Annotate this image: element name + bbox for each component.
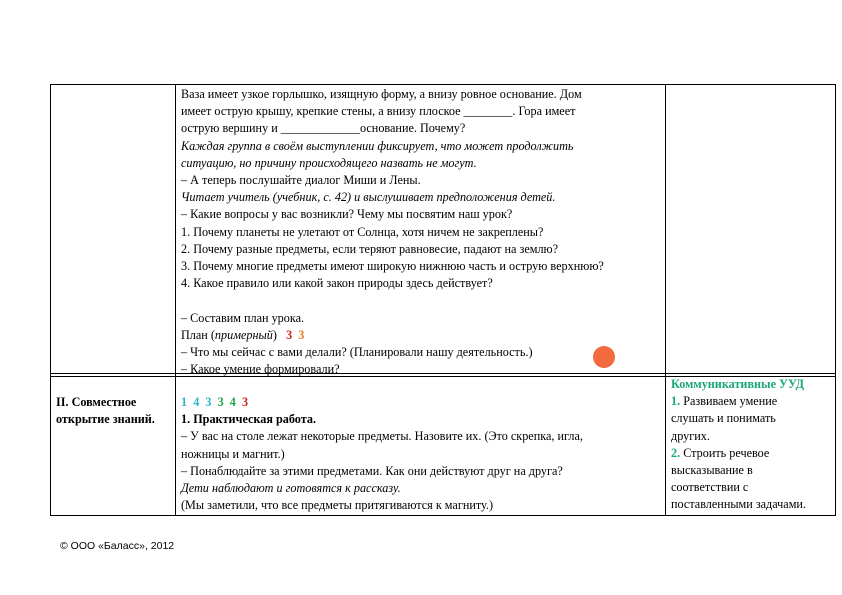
number-green: 4: [229, 395, 236, 409]
orange-circle-marker: [593, 346, 615, 368]
plan-line: [181, 327, 604, 344]
text-line: – Какие вопросы у вас возникли? Чему мы посвятим наш урок?: [181, 207, 513, 222]
table-divider-1: [175, 84, 176, 516]
italic-note: ситуацию, но причину происходящего назвать не могут.: [181, 155, 477, 170]
italic-note: Дети наблюдают и готовятся к рассказу.: [181, 481, 401, 496]
text-line: – Какое умение формировали?: [181, 362, 340, 377]
text-line: (Мы заметили, что все предметы притягиваются к магниту.): [181, 498, 494, 513]
italic-note: Каждая группа в своём выступлении фиксирует, что может продолжить: [181, 138, 574, 153]
plan-label: План (: [181, 327, 215, 342]
table-border-right: [835, 84, 836, 516]
number-red: 3: [241, 395, 249, 409]
uud-text: Развиваем умение: [680, 394, 778, 409]
plan-number-red: 3: [286, 327, 293, 342]
stage-title-line: II. Совместное: [56, 395, 137, 409]
uud-text: высказывание в: [671, 463, 753, 478]
uud-item: [671, 393, 806, 410]
text-line: – А теперь послушайте диалог Миши и Лены.: [181, 173, 421, 188]
uud-text: Строить речевое: [680, 445, 770, 460]
text-line: – Составим план урока.: [181, 310, 305, 325]
uud-number: 2.: [671, 445, 681, 460]
uud-text: соответствии с: [671, 480, 749, 495]
text-line: – Что мы сейчас с вами делали? (Планировали нашу деятельность.): [181, 345, 533, 360]
uud-title: Коммуникативные УУД: [671, 377, 805, 391]
stage-cell: [56, 394, 155, 428]
plan-number-orange: 3: [298, 327, 305, 342]
stage-title-line: открытие знаний.: [56, 412, 155, 427]
italic-note: Читает учитель (учебник, с. 42) и выслушивает предположения детей.: [181, 190, 556, 205]
spacer: [181, 292, 604, 309]
uud-text: других.: [671, 428, 710, 443]
uud-cell: [671, 376, 806, 514]
number-cyan: 4: [193, 395, 200, 409]
question-item: 4. Какое правило или какой закон природы здесь действует?: [181, 276, 493, 291]
copyright-footer: © ООО «Баласс», 2012: [60, 540, 175, 552]
question-item: 2. Почему разные предметы, если теряют равновесие, падают на землю?: [181, 241, 559, 256]
text-line: – У вас на столе лежат некоторые предметы. Назовите их. (Это скрепка, игла,: [181, 429, 583, 444]
text-line: – Понаблюдайте за этими предметами. Как они действуют друг на друга?: [181, 463, 563, 478]
text-line: имеет острую крышу, крепкие стены, а внизу плоское ________. Гора имеет: [181, 104, 576, 119]
uud-item: [671, 445, 806, 462]
plan-italic: примерный: [214, 327, 273, 342]
plan-close: ): [272, 327, 277, 342]
lesson-content-cell-1: [181, 86, 604, 378]
number-sequence: [181, 394, 583, 411]
number-cyan: 3: [205, 395, 212, 409]
number-green: 3: [217, 395, 224, 409]
uud-text: поставленными задачами.: [671, 497, 806, 512]
text-line: ножницы и магнит.): [181, 446, 285, 461]
table-bottom-border: [50, 515, 836, 516]
question-item: 3. Почему многие предметы имеют широкую нижнюю часть и острую верхнюю?: [181, 259, 604, 274]
section-heading: 1. Практическая работа.: [181, 412, 316, 427]
lesson-content-cell-2: [181, 394, 583, 514]
text-line: Ваза имеет узкое горлышко, изящную форму, а внизу ровное основание. Дом: [181, 87, 582, 101]
number-cyan: 1: [181, 395, 188, 409]
table-border-left: [50, 84, 51, 516]
question-item: 1. Почему планеты не улетают от Солнца, хотя ничем не закреплены?: [181, 224, 544, 239]
table-divider-2: [665, 84, 666, 516]
uud-number: 1.: [671, 394, 681, 409]
text-line: острую вершину и _____________основание. Почему?: [181, 121, 466, 136]
uud-text: слушать и понимать: [671, 411, 776, 426]
table-top-border: [50, 84, 836, 85]
